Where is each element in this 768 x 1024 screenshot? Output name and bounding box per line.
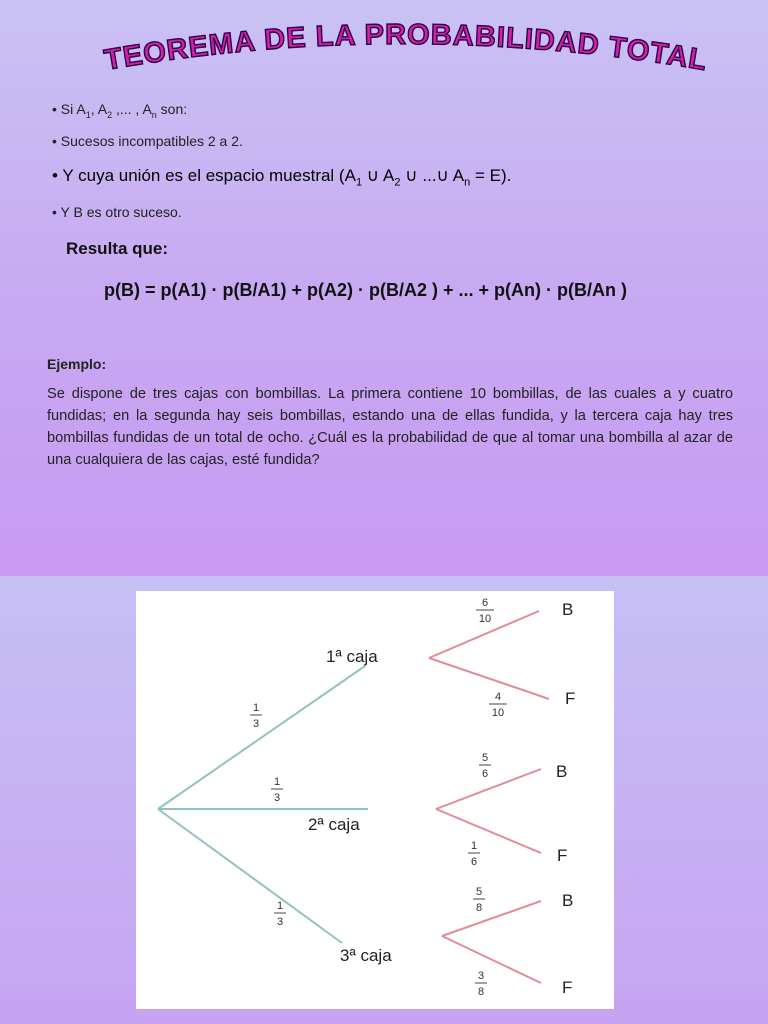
svg-text:10: 10 [478, 613, 492, 625]
ejemplo-heading: Ejemplo: [47, 356, 107, 372]
svg-text:10: 10 [491, 707, 505, 719]
outcome-b-1: B [562, 600, 574, 619]
svg-text:8: 8 [477, 986, 485, 998]
page-title [40, 18, 760, 98]
svg-text:1: 1 [470, 840, 478, 852]
probability-tree-diagram [136, 591, 614, 1009]
outcome-b-2: B [556, 762, 568, 781]
outcome-b-3: B [562, 891, 574, 910]
svg-text:6: 6 [481, 597, 489, 609]
outcome-f-2: F [557, 846, 568, 865]
bullet-otro-suceso: • Y B es otro suceso. [52, 204, 182, 220]
fraction-caja1-b [476, 597, 494, 625]
svg-text:6: 6 [481, 768, 489, 780]
svg-text:1: 1 [276, 900, 284, 912]
formula: p(B) = p(A1) · p(B/A1) + p(A2) · p(B/A2 ) + ... + p(An) · p(B/An ) [104, 280, 627, 300]
svg-text:5: 5 [475, 886, 483, 898]
svg-text:3: 3 [276, 916, 284, 928]
svg-text:1: 1 [273, 776, 281, 788]
fraction-caja1-f [489, 691, 507, 719]
branch-caja2-f [436, 809, 541, 853]
page-title-text: TEOREMA DE LA PROBABILIDAD TOTAL [102, 18, 710, 78]
caja2-label: 2ª caja [308, 815, 360, 834]
svg-text:3: 3 [273, 792, 281, 804]
svg-text:8: 8 [475, 902, 483, 914]
bullet-si: • Si $A_1$, $A_2$ ,... , $A_n$ son: [52, 101, 188, 120]
svg-text:3: 3 [477, 970, 485, 982]
outcome-f-3: F [562, 978, 573, 997]
branch-caja3-f [442, 936, 541, 983]
caja1-label: 1ª caja [326, 647, 378, 666]
fraction-p-caja1 [250, 702, 262, 730]
fraction-p-caja2 [271, 776, 283, 804]
resulta-heading: Resulta que: [66, 239, 169, 258]
fraction-caja2-b [479, 752, 491, 780]
svg-text:4: 4 [494, 691, 502, 703]
caja3-label: 3ª caja [340, 946, 392, 965]
outcome-f-1: F [565, 689, 576, 708]
fraction-caja2-f [468, 840, 480, 868]
branch-root-caja1 [158, 666, 365, 809]
fraction-caja3-f [475, 970, 487, 998]
svg-text:5: 5 [481, 752, 489, 764]
fraction-p-caja3 [274, 900, 286, 928]
ejemplo-text: Se dispone de tres cajas con bombillas. La primera contiene 10 bombillas, de las cuales a y cuatro fundidas; en la segunda hay seis bombillas, estando una de ellas fundida, y la tercera caja hay tres bombillas fundidas de un total de ocho. ¿Cuál es la probabilidad de que al tomar una bombilla al azar de una cualquiera de las cajas, esté fundida? [47, 386, 733, 468]
svg-text:6: 6 [470, 856, 478, 868]
fraction-caja3-b [473, 886, 485, 914]
svg-text:1: 1 [252, 702, 260, 714]
branch-caja1-f [429, 658, 549, 699]
bullet-incompatibles: • Sucesos incompatibles 2 a 2. [52, 133, 243, 149]
bullet-union: • Y cuya unión es el espacio muestral ($A_1$ ∪ $A_2$ ∪ ...∪ $A_n = E$). [52, 166, 512, 189]
branch-caja2-b [436, 769, 541, 809]
branch-caja3-b [442, 901, 541, 936]
svg-text:3: 3 [252, 718, 260, 730]
